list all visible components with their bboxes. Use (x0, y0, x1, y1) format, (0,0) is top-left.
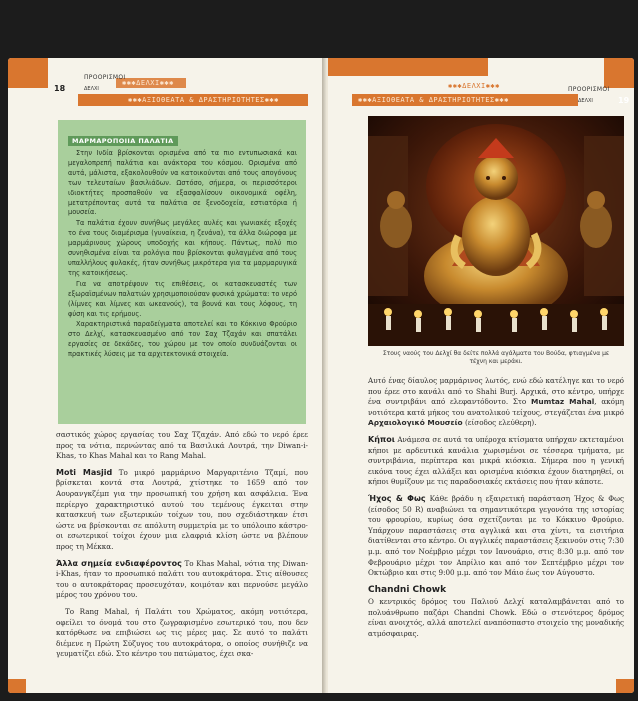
sound-light-text: Κάθε βράδυ η εξαιρετική παράσταση Ήχος & Φως (είσοδος 50 R) αναβιώνει τα σημαντικότερα γεγονότα της ιστορίας του φρουρίου, κυρίως όσα σχετίζονται με το Κόκκινο Φρούριο. Υπάρχουν παραστάσεις στα αγγλικά και στα χίντι, τα εισιτήρια διατίθενται στο κέντρο. Οι αγγλικές παραστάσεις ξεκινούν στις 7:30 μ.μ. από τον Νοέμβριο μέχρι τον Ιανουάριο, στις 8:30 μ.μ. από τον Φεβρουάριο μέχρι τον Απρίλιο και από τον Σεπτέμβριο μέχρι τον Οκτώβριο και στις 9:00 μ.μ. από τον Μάιο έως τον Αύγουστο. (368, 493, 625, 578)
right-body-text (368, 376, 624, 640)
intro-paragraph: σαστικός χώρος εργασίας του Σαχ Τζαχάν. Από εδώ το νερό έρεε προς τα νότια, περνώντας από τα Βασιλικά Λουτρά, την Diwan-i-Khas, το Khas Mahal και το Rang Mahal. (56, 430, 308, 461)
page-number: 18 (54, 84, 66, 93)
mumtaz-mahal-name: Mumtaz Mahal (531, 397, 595, 407)
sound-light-heading: Ήχος & Φως (368, 493, 426, 503)
paragraph-text: , ακόμη νοτιότερα κατά μήκος του ανατολικού τείχους, στεγάζεται ένα μικρό (368, 397, 624, 417)
gardens-heading: Κήποι (368, 434, 395, 444)
photo-caption: Στους ναούς του Δελχί θα δείτε πολλά αγάλματα του Βούδα, φτιαγμένα με τέχνη και μεράκι. (382, 350, 610, 365)
left-page (8, 58, 326, 693)
header-band-lower: ✱✱✱ΑΞΙΟΘΕΑΤΑ & ΔΡΑΣΤΗΡΙΟΤΗΤΕΣ✱✱✱ (128, 96, 279, 104)
box-paragraph: Χαρακτηριστικά παραδείγματα αποτελεί και το Κόκκινο Φρούριο στο Δελχί, κατασκευασμένο από τον Σαχ Τζαχάν και σπατάλει εργασίες σε δεκάδες, του χώρου με τον οποίο συνδυάζονται οι πρακτικές λύσεις με τα αρχιτεκτονικά στοιχεία. (68, 320, 297, 359)
sound-light-paragraph (368, 494, 624, 579)
page-corner-tab (8, 679, 26, 693)
header-band-lower: ✱✱✱ΑΞΙΟΘΕΑΤΑ & ΔΡΑΣΤΗΡΙΟΤΗΤΕΣ✱✱✱ (358, 96, 509, 104)
header-band: ✱✱✱ΔΕΛΧΙ✱✱✱ (448, 82, 500, 90)
moti-masjid-text: Το μικρό μαρμάρινο Μαργαριτένιο Τζαμί, που βρίσκεται κοντά στα Λουτρά, χτίστηκε το 1659 από τον Αουρανγκζέμπ για την προσωπική του χρήση και ασφάλεια. Ένα περίεργο χαρακτηριστικό αυτού του τεμένους έγκειται στην κατασκευή των εξωτερικών τοίχων του, που σχεδιάστηκαν έτσι ώστε να βρίσκονται σε απόλυτη συμμετρία με το υπόλοιπο κάστρο· οι εσωτερικοί τοίχοι έχουν μια ελαφριά κλίση ώστε να βλέπουν προς τη Μέκκα. (56, 467, 308, 551)
page-number: 19 (618, 96, 630, 105)
right-page-header (328, 58, 634, 105)
left-page-header (8, 58, 326, 104)
paragraph-text: (είσοδος ελεύθερη). (464, 418, 537, 428)
box-title: ΜΑΡΜΑΡΟΠΟΙΙΑ ΠΑΛΑΤΙΑ (68, 136, 178, 146)
other-sights-text: Το Khas Mahal, νότια της Diwan-i-Khas, ήταν το προσωπικό παλάτι του αυτοκράτορα. Στις αίθουσες του ο αυτοκράτορας προσευχόταν, κοιμόταν και περνούσε μεγάλο μέρος του χρόνου του. (56, 558, 309, 600)
sidebar-box (58, 120, 306, 424)
header-band: ✱✱✱ΔΕΛΧΙ✱✱✱ (122, 79, 174, 87)
box-paragraph: Τα παλάτια έχουν συνήθως μεγάλες αυλές και γωνιακές εξοχές το ένα τους διαμέρισμα (γυναίκεια, η ζενάνα), τα άλλα διώροφα με μαρμάρινους χώρους υποδοχής και κήπους. Πάντως, πολύ πιο συνηθισμένα είναι τα ρολόγια που βρίσκονται φυλαγμένα από τους υπαλλήλους φυλακές, ήταν συνήθως μικρότερα για τα μαρμαρυγικά της κατοικήσεως. (68, 219, 297, 277)
paragraph-text: Αυτό ένας δίαυλος μαρμάρινος λωτός, ενώ εδώ κατέληγε και το νερό που έρεε στο κανάλι από το Shahi Burj. Αρχικά, στο κέντρο, υπήρχε ένα συντριβάνι από ελεφαντόδοντο. Στο (368, 376, 624, 407)
chandni-chowk-text: Ο κεντρικός δρόμος του Παλιού Δελχί καταλαμβάνεται από το πολυάνθρωπο παζάρι Chandni Chowk. Εδώ ο στενότερος δρόμος είναι ανοιχτός, αλλά αποτελεί αναπόσπαστο στοιχείο της μοναδικής ατμόσφαιρας. (368, 597, 624, 639)
right-page (328, 58, 634, 693)
header-city: ΔΕΛΧΙ (84, 86, 99, 92)
box-paragraph: Στην Ινδία βρίσκονται ορισμένα από τα πιο εντυπωσιακά και μεγαλοπρεπή παλάτια και ανάκτορα του κόσμου. Ορισμένα από αυτά, μάλιστα, εξακολουθούν να κατοικούνται από τους απογόνους των τελευταίων βασιλιάδων. Ωστόσο, σήμερα, οι περισσότεροι ιδιοκτήτες προσπαθούν να εξασφαλίσουν οικονομικά οφέλη, μετατρέποντας αυτά τα παλάτια σε ξενοδοχεία, εστιατόρια ή μουσεία. (68, 149, 297, 217)
page-corner-tab (616, 679, 634, 693)
chandni-chowk-paragraph (368, 585, 624, 640)
buddha-statue-photo (368, 116, 624, 346)
other-sights-heading: Άλλα σημεία ενδιαφέροντος (56, 558, 182, 568)
box-paragraph: Για να αποτρέψουν τις επιθέσεις, οι κατασκευαστές των εξωραϊσμένων παλατιών χρησιμοποιούσαν φυσικά χρώματα: το νερό (λίμνες και λίμνες και ωκεανούς), τα βουνά και τους λόφους, τη φύση και τις ερήμους. (68, 279, 297, 318)
header-city: ΔΕΛΧΙ (578, 98, 593, 104)
open-guidebook (8, 58, 634, 693)
chandni-chowk-heading: Chandni Chowk (368, 584, 447, 595)
rang-mahal-paragraph: Το Rang Mahal, ή Παλάτι του Χρώματος, ακόμη νοτιότερα, οφείλει το όνομά του στο ζωγραφισμένο εσωτερικό του, που δεν κατόρθωσε να επιβιώσει ως τις μέρες μας. Σε αυτό το παλάτι διέμενε η Πρώτη Σύζυγος του αυτοκράτορα, ο οποίος συνήθιζε να γευματίζει εδώ. Στο κέντρο του πατώματος, έχει σκα- (56, 606, 308, 659)
museum-name: Αρχαιολογικό Μουσείο (368, 418, 463, 428)
buddha-statue-image (368, 116, 624, 346)
header-section: ΠΡΟΟΡΙΣΜΟΙ (84, 74, 126, 81)
rang-mahal-continued-paragraph (368, 376, 624, 429)
header-section: ΠΡΟΟΡΙΣΜΟΙ (568, 86, 610, 93)
other-sights-paragraph (56, 559, 308, 601)
moti-masjid-paragraph (56, 468, 308, 553)
left-body-text (56, 430, 308, 660)
gardens-text: Ανάμεσα σε αυτά τα υπέροχα κτίσματα υπήρχαν εκτεταμένοι κήποι με αρδευτικά κανάλια χωρισμένοι σε τέσσερα τμήματα, με συντριβάνια, περίπτερα και μικρά κιόσκια. Σήμερα που η γενική εικόνα τους έχει αλλάξει και ορισμένα κιόσκια έχουν διατηρηθεί, οι κήποι θυμίζουν με τις παραδοσιακές εκτάσεις που ήταν κάποτε. (368, 434, 624, 487)
moti-masjid-heading: Moti Masjid (56, 467, 113, 477)
gardens-paragraph (368, 435, 624, 488)
